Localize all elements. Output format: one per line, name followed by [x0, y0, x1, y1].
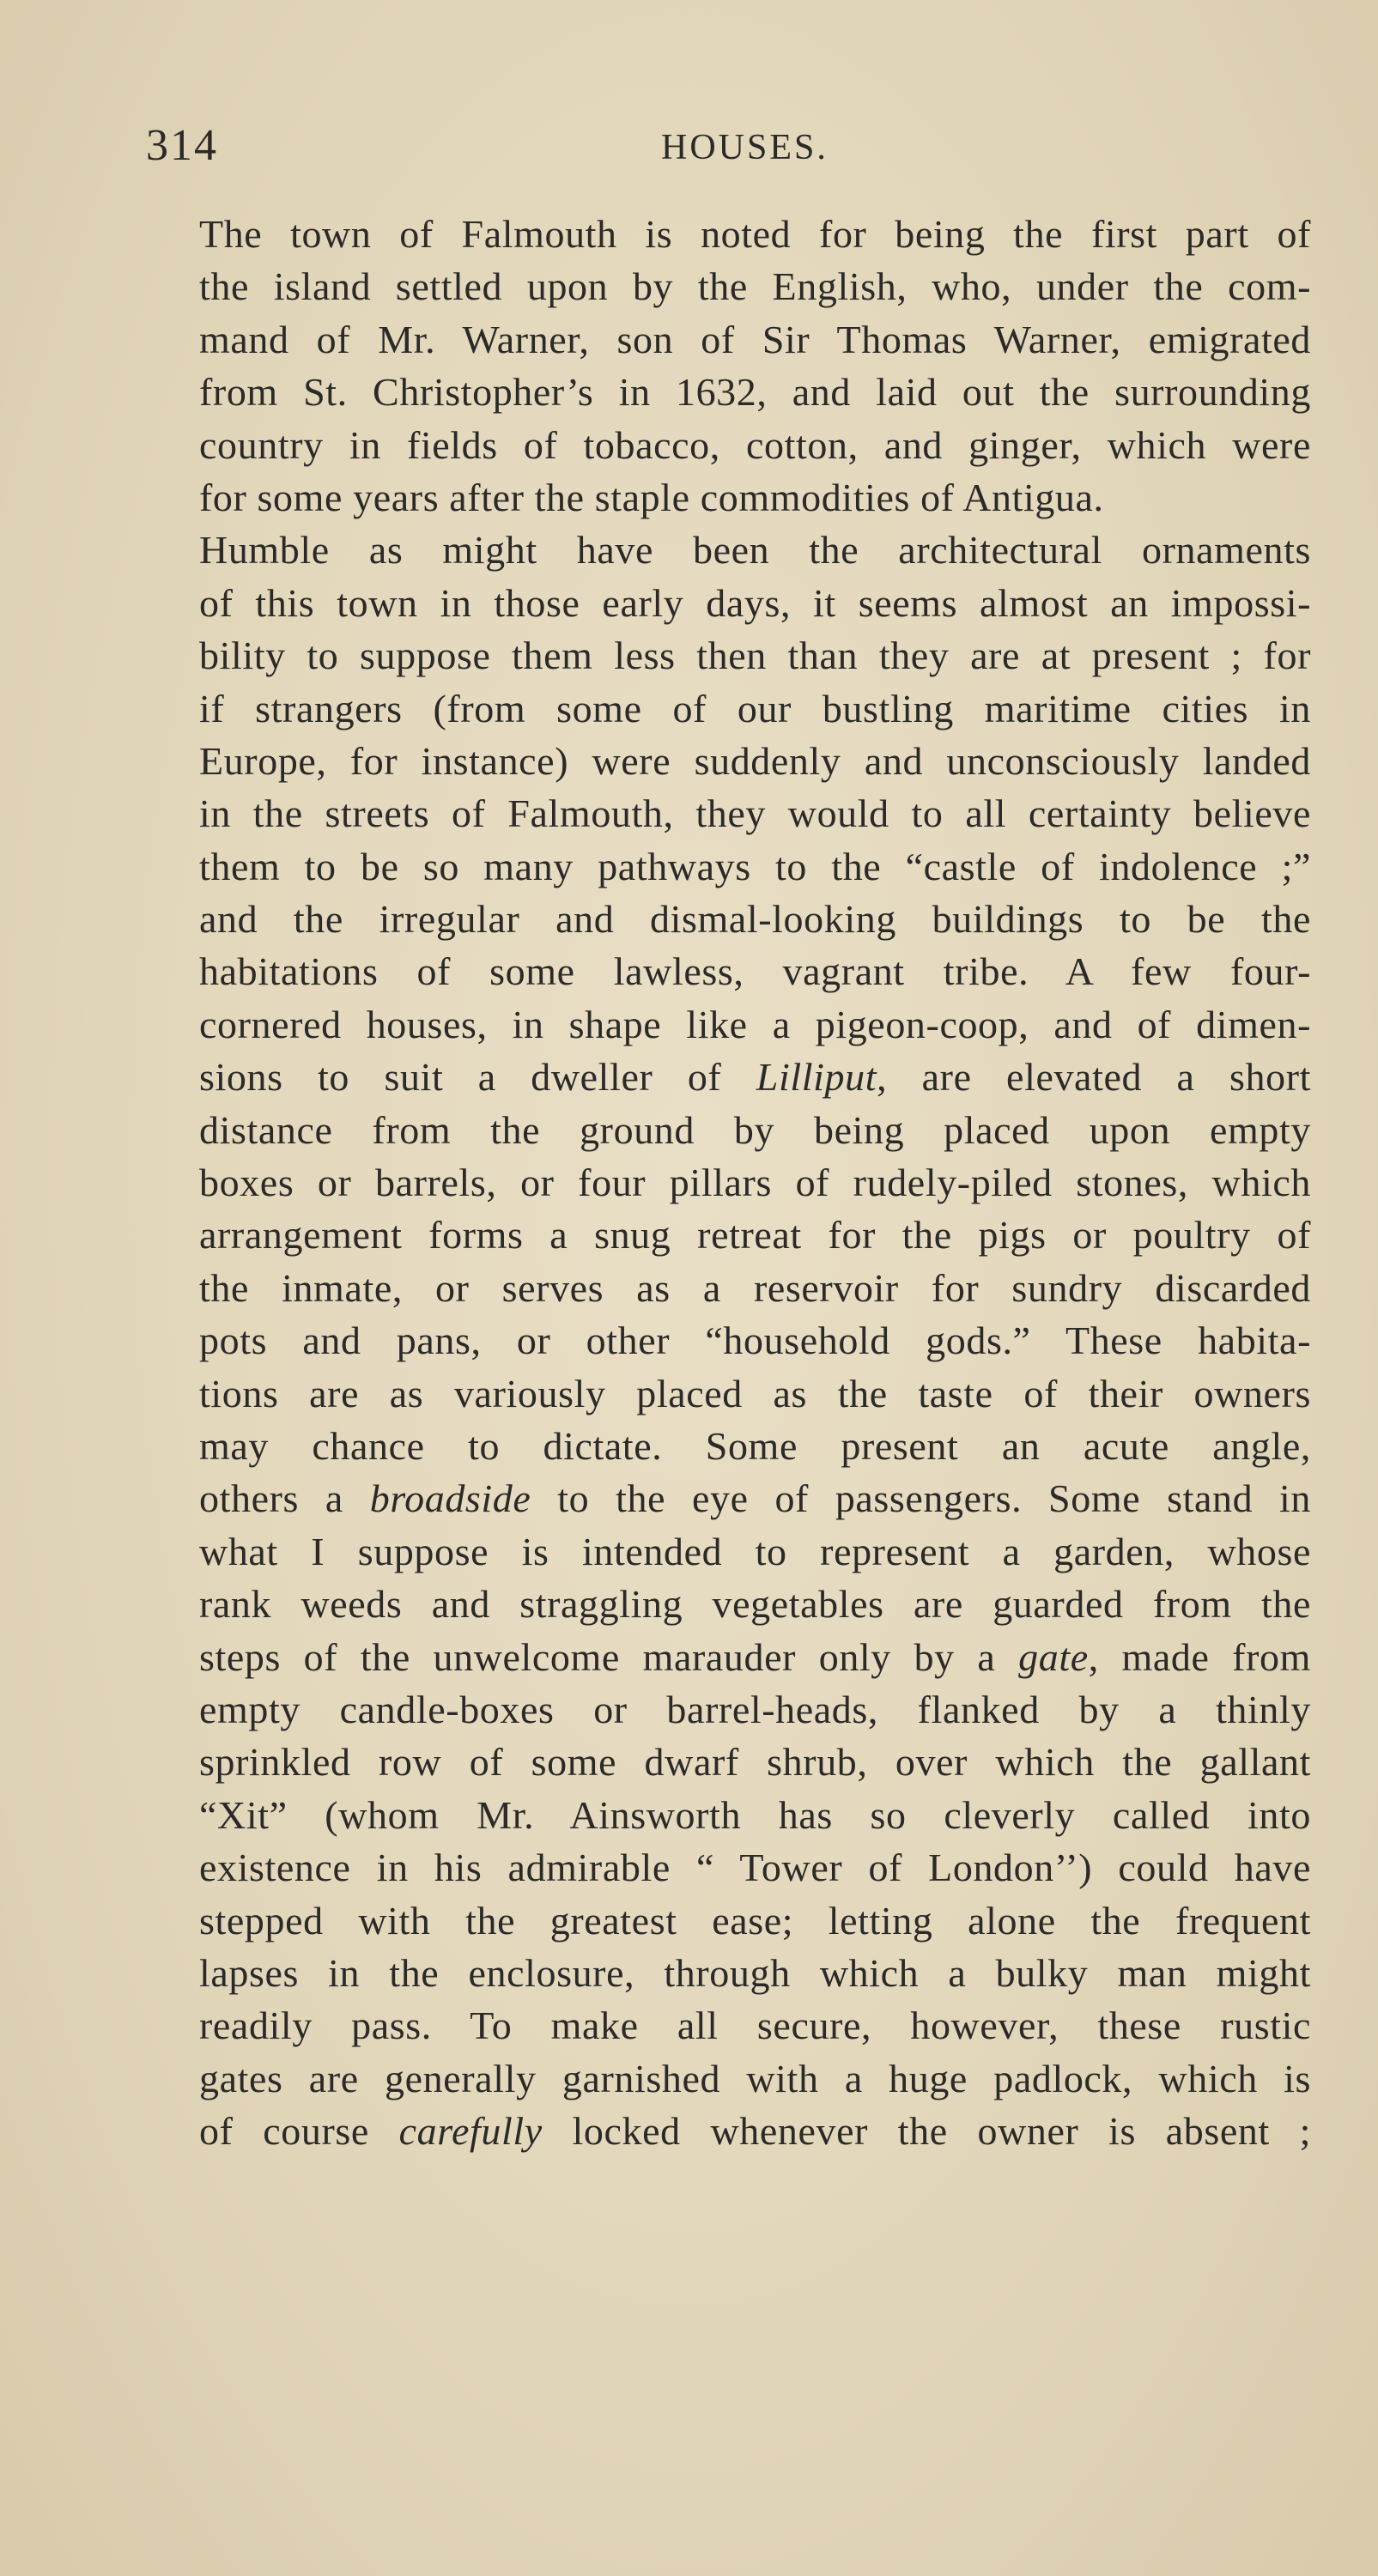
page-number: 314	[146, 121, 218, 170]
text-line: may chance to dictate. Some present an acute angle,	[199, 1423, 1311, 1468]
text-line	[199, 1472, 1311, 1524]
text-line: stepped with the greatest ease; letting alone the frequent	[199, 1898, 1311, 1943]
text-line: Humble as might have been the architectural ornaments	[199, 528, 1311, 573]
text-line: what I suppose is intended to represent a garden, whose	[199, 1529, 1311, 1573]
text-line: mand of Mr. Warner, son of Sir Thomas Warner, emigrated	[199, 317, 1311, 361]
text-line: readily pass. To make all secure, however, these rustic	[199, 2003, 1311, 2048]
text-segment: to the eye of passengers. Some stand in	[531, 1476, 1311, 1521]
text-line: empty candle-boxes or barrel-heads, flanked by a thinly	[199, 1687, 1311, 1731]
text-line: boxes or barrels, or four pillars of rudely-piled stones, which	[199, 1161, 1311, 1205]
text-line: in the streets of Falmouth, they would to all certainty believe	[199, 791, 1311, 836]
italic-word: Lilliput	[756, 1055, 877, 1100]
text-segment: locked whenever the owner is absent ;	[542, 2109, 1311, 2154]
text-line: The town of Falmouth is noted for being the first part of	[199, 212, 1311, 256]
text-segment: of course	[199, 2109, 399, 2154]
text-line	[199, 2105, 1311, 2157]
text-line: habitations of some lawless, vagrant tribe. A few four-	[199, 949, 1311, 994]
text-line: the island settled upon by the English, who, under the com-	[199, 264, 1311, 309]
text-line: cornered houses, in shape like a pigeon-coop, and of dimen-	[199, 1002, 1311, 1046]
text-line: them to be so many pathways to the “castle of indolence ;”	[199, 844, 1311, 888]
text-line: sprinkled row of some dwarf shrub, over which the gallant	[199, 1740, 1311, 1785]
text-line: Europe, for instance) were suddenly and unconsciously landed	[199, 738, 1311, 783]
text-line: if strangers (from some of our bustling maritime cities in	[199, 686, 1311, 730]
italic-word: gate	[1018, 1634, 1089, 1679]
text-segment: steps of the unwelcome marauder only by a	[199, 1634, 1019, 1679]
italic-word: carefully	[398, 2109, 543, 2154]
text-line: for some years after the staple commodities of Antigua.	[199, 475, 1104, 519]
text-line: existence in his admirable “ Tower of London’’) could have	[199, 1846, 1311, 1890]
text-line	[199, 1631, 1311, 1683]
text-line: pots and pans, or other “household gods.” These habita-	[199, 1318, 1311, 1363]
text-line: arrangement forms a snug retreat for the pigs or poultry of	[199, 1213, 1311, 1258]
text-line: distance from the ground by being placed upon empty	[199, 1107, 1311, 1152]
text-segment: sions to suit a dweller of	[199, 1055, 756, 1100]
text-line: the inmate, or serves as a reservoir for sundry discarded	[199, 1265, 1311, 1310]
italic-word: broadside	[369, 1476, 531, 1521]
running-title: HOUSES.	[661, 128, 829, 167]
text-line: lapses in the enclosure, through which a bulky man might	[199, 1950, 1311, 1995]
running-head	[146, 120, 1309, 180]
text-line: and the irregular and dismal-looking buildings to be the	[199, 897, 1311, 942]
text-segment: others a	[199, 1476, 370, 1521]
text-line: “Xit” (whom Mr. Ainsworth has so cleverly called into	[199, 1792, 1311, 1837]
text-segment: , are elevated a short	[877, 1055, 1311, 1100]
text-line: bility to suppose them less then than they are at present ; for	[199, 633, 1311, 678]
text-line: tions are as variously placed as the taste of their owners	[199, 1371, 1311, 1415]
text-line: gates are generally garnished with a huge padlock, which is	[199, 2056, 1311, 2100]
text-line: rank weeds and straggling vegetables are guarded from the	[199, 1582, 1311, 1627]
text-line: of this town in those early days, it seems almost an impossi-	[199, 580, 1311, 625]
text-line	[199, 1051, 1311, 1103]
body-text	[199, 208, 1311, 2157]
text-line: country in fields of tobacco, cotton, and ginger, which were	[199, 422, 1311, 467]
text-line: from St. Christopher’s in 1632, and laid out the surrounding	[199, 370, 1311, 415]
text-segment: , made from	[1088, 1634, 1311, 1679]
